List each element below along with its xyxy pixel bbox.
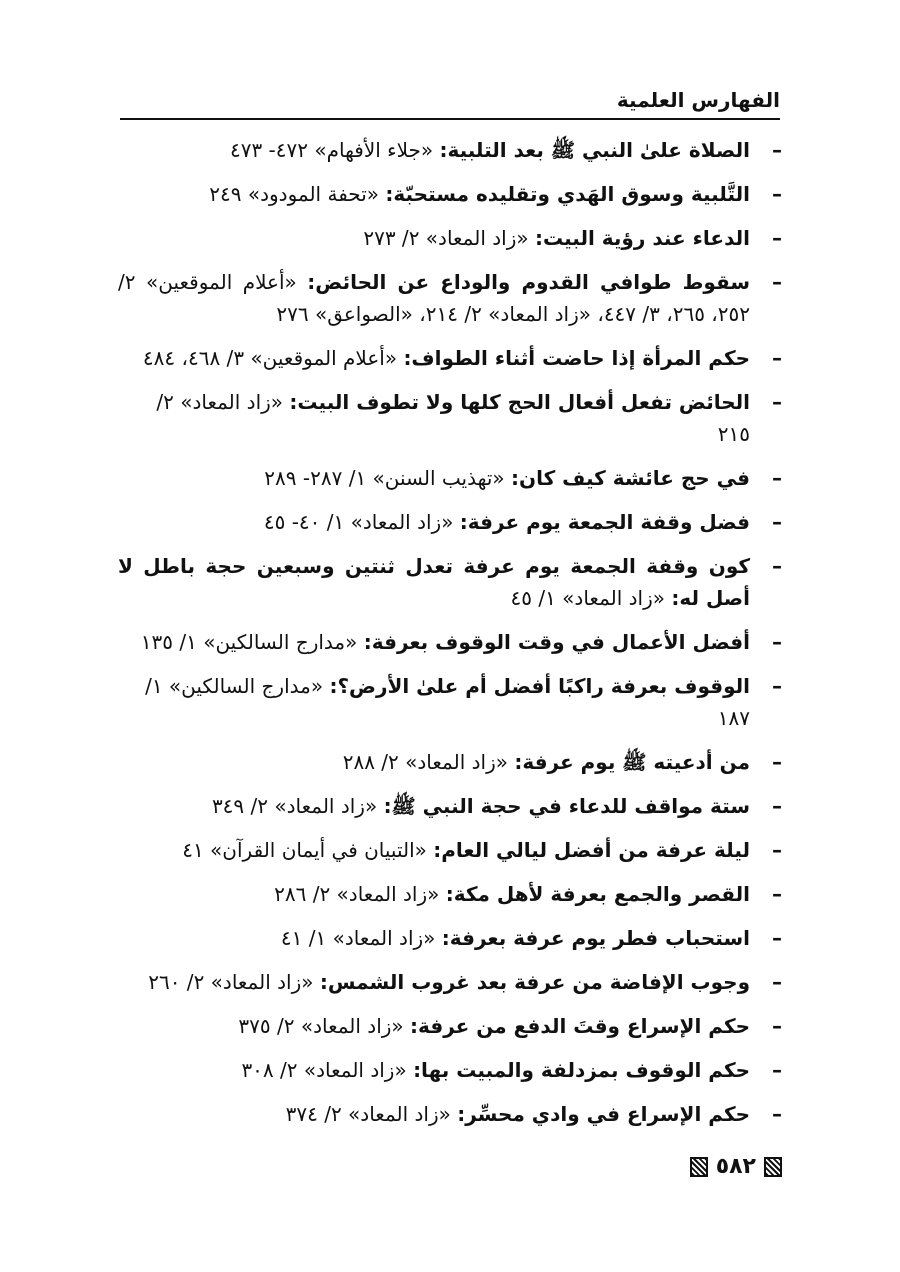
entry-text: [118, 626, 750, 658]
bullet-dash: –: [772, 554, 782, 578]
entry-topic: حكم المرأة إذا حاضت أثناء الطواف:: [403, 346, 750, 370]
entry-reference: «زاد المعاد» ٢/ ٢٨٦: [274, 882, 440, 906]
entry-topic: الوقوف بعرفة راكبًا أفضل أم علىٰ الأرض؟:: [329, 674, 750, 698]
bullet-dash: –: [772, 1102, 782, 1126]
entry-text: [118, 550, 750, 614]
entry-topic: الدعاء عند رؤية البيت:: [534, 226, 750, 250]
bullet-dash: –: [772, 182, 782, 206]
index-entry: [118, 790, 782, 822]
entry-reference: «مدارج السالكين» ١/ ١٨٧: [145, 674, 750, 730]
index-entry: [118, 670, 782, 734]
bullet-dash: –: [772, 970, 782, 994]
entry-reference: «زاد المعاد» ١/ ٤١: [280, 926, 436, 950]
entry-topic: الحائض تفعل أفعال الحج كلها ولا تطوف البيت:: [289, 390, 750, 414]
bullet-dash: –: [772, 138, 782, 162]
entry-text: [118, 506, 750, 538]
entry-reference: «زاد المعاد» ٢/ ٢٧٣: [363, 226, 529, 250]
index-entry: [118, 222, 782, 254]
entry-topic: من أدعيته ﷺ يوم عرفة:: [514, 750, 750, 774]
bullet-dash: –: [772, 346, 782, 370]
entry-topic: سقوط طوافي القدوم والوداع عن الحائض:: [307, 270, 751, 294]
entry-topic: حكم الإسراع وقتَ الدفع من عرفة:: [410, 1014, 750, 1038]
index-entry: [118, 966, 782, 998]
entry-text: [118, 134, 750, 166]
bullet-dash: –: [772, 838, 782, 862]
entry-text: [118, 266, 750, 330]
entry-text: [118, 834, 750, 866]
entry-text: [118, 342, 750, 374]
index-entry: [118, 878, 782, 910]
index-entry: [118, 834, 782, 866]
page-header: [120, 86, 780, 120]
entry-topic: وجوب الإفاضة من عرفة بعد غروب الشمس:: [319, 970, 750, 994]
entry-topic: ليلة عرفة من أفضل ليالي العام:: [433, 838, 750, 862]
entry-topic: الصلاة علىٰ النبي ﷺ بعد التلبية:: [439, 138, 750, 162]
index-entry: [118, 626, 782, 658]
bullet-dash: –: [772, 270, 782, 294]
entry-topic: ستة مواقف للدعاء في حجة النبي ﷺ:: [383, 794, 750, 818]
ornament-icon: [690, 1157, 708, 1177]
index-entry: [118, 178, 782, 210]
bullet-dash: –: [772, 466, 782, 490]
entry-topic: القصر والجمع بعرفة لأهل مكة:: [445, 882, 750, 906]
bullet-dash: –: [772, 226, 782, 250]
entry-text: [118, 1098, 750, 1130]
entry-text: [118, 178, 750, 210]
bullet-dash: –: [772, 630, 782, 654]
bullet-dash: –: [772, 674, 782, 698]
entry-reference: «أعلام الموقعين» ٣/ ٤٦٨، ٤٨٤: [142, 346, 398, 370]
entry-text: [118, 878, 750, 910]
entry-text: [118, 222, 750, 254]
entry-text: [118, 386, 750, 450]
entry-reference: «جلاء الأفهام» ٤٧٢- ٤٧٣: [229, 138, 434, 162]
entry-reference: «زاد المعاد» ١/ ٤٠- ٤٥: [263, 510, 454, 534]
page-number: ٥٨٢: [715, 1154, 756, 1179]
entry-text: [118, 746, 750, 778]
entry-reference: «زاد المعاد» ٢/ ٢٦٠: [148, 970, 314, 994]
entry-topic: في حج عائشة كيف كان:: [511, 466, 750, 490]
index-entries-list: [118, 134, 782, 1142]
index-entry: [118, 266, 782, 330]
entry-text: [118, 790, 750, 822]
entry-text: [118, 966, 750, 998]
entry-topic: التَّلبية وسوق الهَدي وتقليده مستحبّة:: [385, 182, 750, 206]
entry-text: [118, 670, 750, 734]
entry-reference: «أعلام الموقعين» ٢/ ٢٥٢، ٢٦٥، ٣/ ٤٤٧، «زاد المعاد» ٢/ ٢١٤، «الصواعق» ٢٧٦: [118, 270, 750, 326]
entry-reference: «تحفة المودود» ٢٤٩: [209, 182, 380, 206]
page-footer: [690, 1155, 782, 1179]
entry-topic: استحباب فطر يوم عرفة بعرفة:: [441, 926, 750, 950]
entry-topic: حكم الوقوف بمزدلفة والمبيت بها:: [413, 1058, 750, 1082]
entry-reference: «زاد المعاد» ٢/ ٣٧٤: [285, 1102, 451, 1126]
index-entry: [118, 1010, 782, 1042]
entry-reference: «زاد المعاد» ٢/ ٣٤٩: [211, 794, 378, 818]
bullet-dash: –: [772, 794, 782, 818]
ornament-icon: [764, 1157, 782, 1177]
index-entry: [118, 1054, 782, 1086]
index-entry: [118, 922, 782, 954]
index-entry: [118, 462, 782, 494]
entry-reference: «زاد المعاد» ٢/ ٣٧٥: [238, 1014, 404, 1038]
entry-text: [118, 1010, 750, 1042]
bullet-dash: –: [772, 926, 782, 950]
entry-reference: «زاد المعاد» ٢/ ٣٠٨: [241, 1058, 407, 1082]
bullet-dash: –: [772, 1014, 782, 1038]
index-entry: [118, 746, 782, 778]
index-entry: [118, 506, 782, 538]
bullet-dash: –: [772, 390, 782, 414]
index-entry: [118, 134, 782, 166]
entry-reference: «زاد المعاد» ١/ ٤٥: [510, 586, 665, 610]
bullet-dash: –: [772, 510, 782, 534]
entry-text: [118, 922, 750, 954]
header-title: الفهارس العلمية: [616, 88, 780, 112]
entry-reference: «زاد المعاد» ٢/ ٢٨٨: [342, 750, 508, 774]
index-entry: [118, 1098, 782, 1130]
entry-reference: «تهذيب السنن» ١/ ٢٨٧- ٢٨٩: [264, 466, 505, 490]
entry-topic: حكم الإسراع في وادي محسِّر:: [457, 1102, 750, 1126]
bullet-dash: –: [772, 882, 782, 906]
bullet-dash: –: [772, 1058, 782, 1082]
index-entry: [118, 342, 782, 374]
entry-topic: فضل وقفة الجمعة يوم عرفة:: [459, 510, 750, 534]
entry-topic: أفضل الأعمال في وقت الوقوف بعرفة:: [363, 630, 750, 654]
entry-reference: «التبيان في أيمان القرآن» ٤١: [182, 838, 427, 862]
index-entry: [118, 386, 782, 450]
entry-text: [118, 1054, 750, 1086]
entry-reference: «مدارج السالكين» ١/ ١٣٥: [140, 630, 358, 654]
entry-topic: كون وقفة الجمعة يوم عرفة تعدل ثنتين وسبعين حجة باطل لا أصل له:: [118, 554, 750, 610]
entry-text: [118, 462, 750, 494]
entry-reference: «زاد المعاد» ٢/ ٢١٥: [156, 390, 750, 446]
bullet-dash: –: [772, 750, 782, 774]
index-entry: [118, 550, 782, 614]
